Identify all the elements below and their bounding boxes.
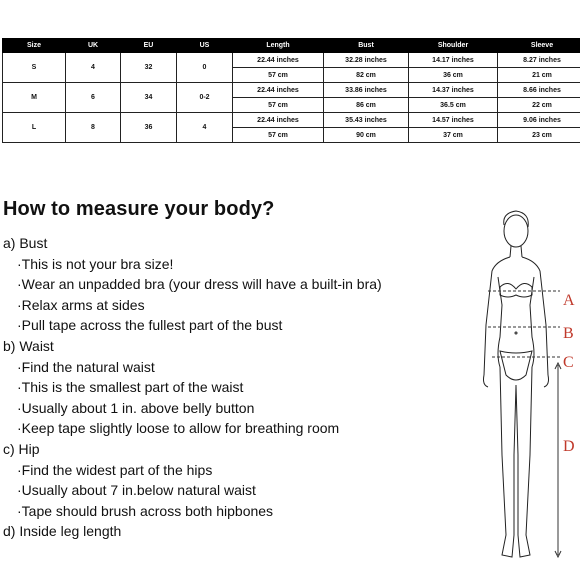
cell-length-cm: 57 cm: [233, 98, 324, 113]
cell-sleeve-cm: 22 cm: [498, 98, 580, 113]
header-bust: Bust: [324, 39, 409, 53]
cell-sleeve-cm: 21 cm: [498, 68, 580, 83]
cell-us: 4: [177, 113, 233, 143]
cell-eu: 34: [121, 83, 177, 113]
cell-shoulder-cm: 36.5 cm: [409, 98, 498, 113]
cell-bust-cm: 86 cm: [324, 98, 409, 113]
cell-us: 0-2: [177, 83, 233, 113]
cell-sleeve-cm: 23 cm: [498, 128, 580, 143]
measure-guide-title: How to measure your body?: [3, 198, 275, 220]
guide-bullet-line: ·Find the widest part of the hips: [17, 461, 213, 478]
cell-eu: 36: [121, 113, 177, 143]
figure-label-d: D: [563, 438, 575, 455]
cell-length-in: 22.44 inches: [233, 53, 324, 68]
guide-bullet-line: ·Usually about 1 in. above belly button: [17, 399, 255, 416]
measure-guide-list: [3, 233, 433, 542]
cell-length-in: 22.44 inches: [233, 113, 324, 128]
cell-sleeve-in: 9.06 inches: [498, 113, 580, 128]
cell-size: S: [3, 53, 66, 83]
table-row: [3, 113, 580, 128]
header-uk: UK: [66, 39, 121, 53]
figure-label-a: A: [563, 292, 575, 309]
cell-bust-in: 32.28 inches: [324, 53, 409, 68]
figure-bra: [500, 283, 532, 297]
guide-bullet-line: ·Pull tape across the fullest part of the bust: [17, 317, 283, 334]
cell-bust-in: 35.43 inches: [324, 113, 409, 128]
cell-shoulder-cm: 36 cm: [409, 68, 498, 83]
cell-uk: 8: [66, 113, 121, 143]
cell-bust-in: 33.86 inches: [324, 83, 409, 98]
header-us: US: [177, 39, 233, 53]
header-eu: EU: [121, 39, 177, 53]
guide-section-heading: d) Inside leg length: [3, 523, 122, 540]
guide-section-heading: c) Hip: [3, 440, 40, 457]
cell-length-cm: 57 cm: [233, 128, 324, 143]
guide-bullet-line: ·Find the natural waist: [17, 358, 155, 375]
cell-size: M: [3, 83, 66, 113]
cell-sleeve-in: 8.66 inches: [498, 83, 580, 98]
figure-label-c: C: [563, 354, 574, 371]
figure-briefs: [500, 351, 532, 380]
guide-bullet-line: ·Usually about 7 in.below natural waist: [17, 482, 256, 499]
cell-sleeve-in: 8.27 inches: [498, 53, 580, 68]
cell-length-in: 22.44 inches: [233, 83, 324, 98]
cell-uk: 4: [66, 53, 121, 83]
cell-uk: 6: [66, 83, 121, 113]
figure-label-b: B: [563, 325, 574, 342]
figure-right-leg: [516, 367, 532, 557]
figure-navel: [515, 332, 517, 334]
guide-bullet-line: ·Wear an unpadded bra (your dress will have a built-in bra): [17, 276, 382, 293]
cell-us: 0: [177, 53, 233, 83]
figure-head: [504, 215, 528, 247]
figure-left-leg: [500, 367, 516, 557]
cell-size: L: [3, 113, 66, 143]
cell-shoulder-in: 14.57 inches: [409, 113, 498, 128]
size-chart-table: [2, 38, 580, 143]
cell-bust-cm: 82 cm: [324, 68, 409, 83]
cell-shoulder-cm: 37 cm: [409, 128, 498, 143]
guide-section-heading: b) Waist: [3, 337, 54, 354]
cell-eu: 32: [121, 53, 177, 83]
body-figure-illustration: [470, 205, 580, 575]
guide-bullet-line: ·Relax arms at sides: [17, 296, 145, 313]
size-chart-header-row: [3, 39, 580, 53]
header-shoulder: Shoulder: [409, 39, 498, 53]
cell-shoulder-in: 14.37 inches: [409, 83, 498, 98]
header-sleeve: Sleeve: [498, 39, 580, 53]
guide-bullet-line: ·This is not your bra size!: [17, 255, 174, 272]
guide-bullet-line: ·Keep tape slightly loose to allow for breathing room: [17, 420, 340, 437]
guide-bullet-line: ·This is the smallest part of the waist: [17, 379, 244, 396]
figure-neck: [510, 246, 522, 257]
header-size: Size: [3, 39, 66, 53]
table-row: [3, 83, 580, 98]
table-row: [3, 53, 580, 68]
header-length: Length: [233, 39, 324, 53]
guide-bullet-line: ·Tape should brush across both hipbones: [17, 502, 274, 519]
guide-section-heading: a) Bust: [3, 235, 48, 251]
cell-length-cm: 57 cm: [233, 68, 324, 83]
cell-bust-cm: 90 cm: [324, 128, 409, 143]
cell-shoulder-in: 14.17 inches: [409, 53, 498, 68]
